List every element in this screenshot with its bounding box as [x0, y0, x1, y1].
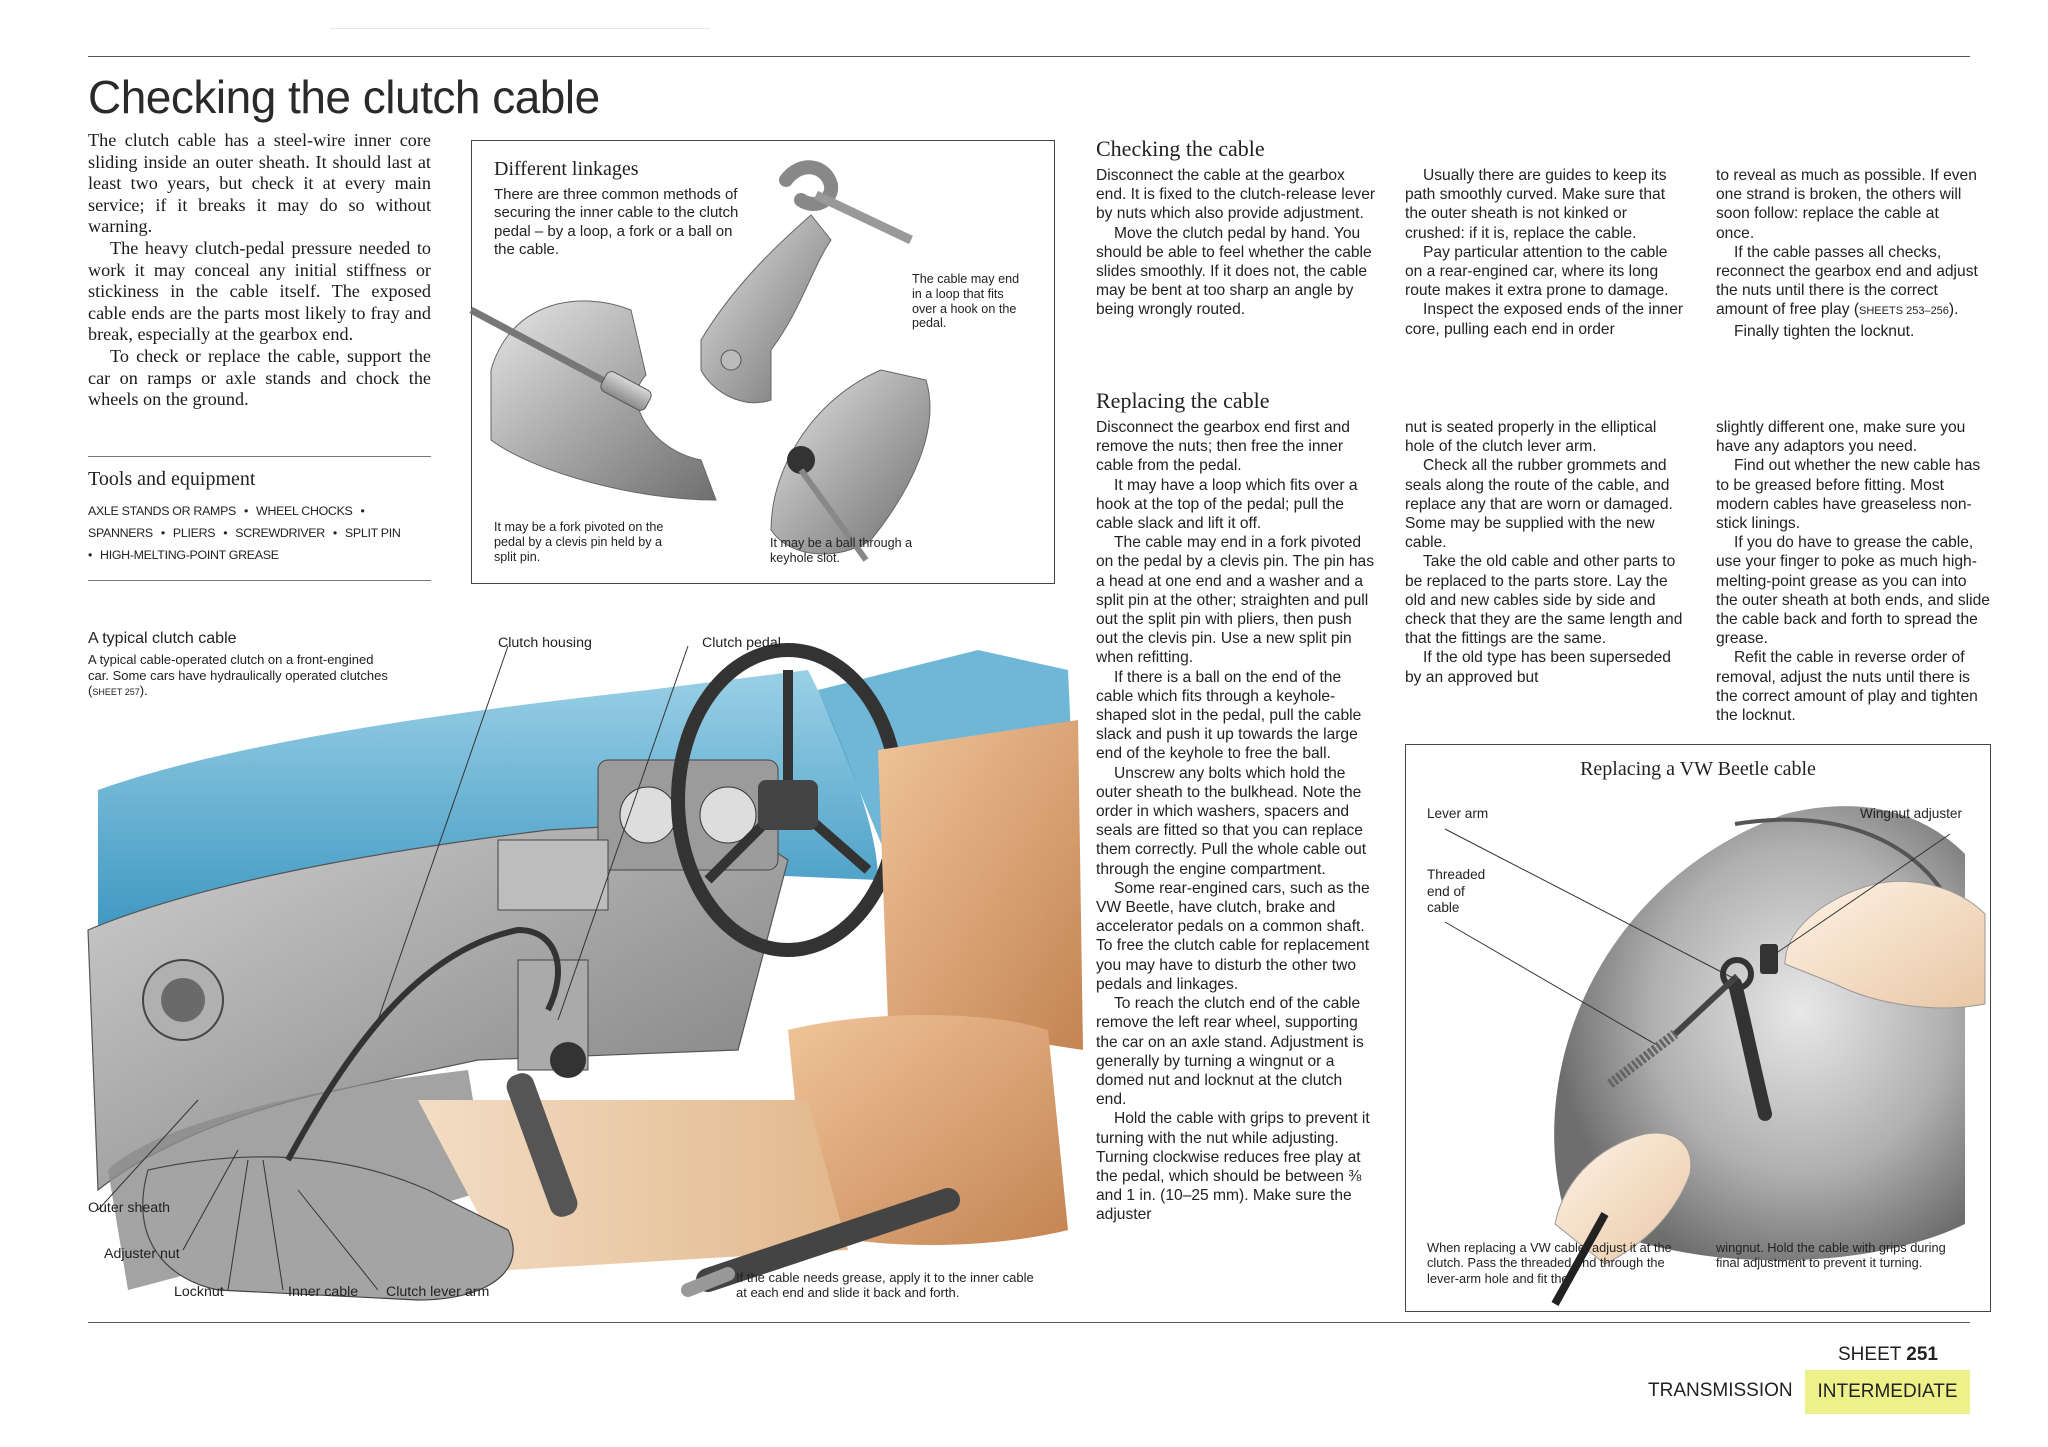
- replacing-paragraph: Unscrew any bolts which hold the outer sheath to the bulkhead. Note the order in which washers, spacers and seals are fitted so that you can replace them correctly. Pull the whole cable out through the engine compartment.: [1096, 764, 1367, 878]
- replacing-paragraph: Some rear-engined cars, such as the VW Beetle, have clutch, brake and accelerator pedals on a common shaft. To free the clutch cable for replacement you may have to disturb the other two pedals and linkages.: [1096, 879, 1370, 993]
- typical-sheet-ref: SHEET 257: [92, 687, 140, 698]
- replacing-paragraph: If you do have to grease the cable, use your finger to poke as much high-melting-point grease as you can into the outer sheath at both ends, and slide the cable back and forth to spread the grease.: [1716, 534, 1990, 648]
- checking-paragraph: [1716, 243, 1978, 322]
- checking-paragraph: Move the clutch pedal by hand. You should be able to feel whether the cable slides smoothly. If it does not, the cable may be bent at too sharp an angle by being wrongly routed.: [1096, 224, 1372, 319]
- replacing-col3: [1716, 418, 1991, 725]
- checking-paragraph: Disconnect the cable at the gearbox end. It is fixed to the clutch-release lever by nuts which also provide adjustment.: [1096, 167, 1376, 223]
- door-trim: [878, 720, 1083, 1050]
- speedo-gauge: [620, 787, 676, 843]
- vw-caption-a: When replacing a VW cable, adjust it at the clutch. Pass the threaded end through the lever-arm hole and fit the: [1427, 1240, 1672, 1286]
- fork-caption: It may be a fork pivoted on the pedal by a clevis pin held by a split pin.: [494, 520, 664, 564]
- typical-caption-end: ).: [139, 683, 148, 699]
- vw-label-wingnut: Wingnut adjuster: [1860, 806, 1963, 821]
- replacing-paragraph: The cable may end in a fork pivoted on the pedal by a clevis pin. The pin has a head at one end and a washer and a split pin at the other; straighten and pull out the split pin with pliers, then push out the clevis pin. Use a new split pin when refitting.: [1096, 534, 1374, 667]
- vw-label-threaded: Threaded end of cable: [1427, 867, 1486, 916]
- section-label: TRANSMISSION: [1648, 1380, 1793, 1401]
- checking-paragraph: to reveal as much as possible. If even one strand is broken, the others will soon follow: replace the cable at once.: [1716, 167, 1977, 242]
- top-faint-line: [330, 28, 710, 29]
- linkages-heading: Different linkages: [494, 158, 639, 180]
- typical-heading: A typical clutch cable: [88, 630, 237, 647]
- linkages-illustration: [471, 140, 1055, 584]
- intro-paragraph: The clutch cable has a steel-wire inner core sliding inside an outer sheath. It should last at least two years, but check it at every main service; if it breaks it may do so without warning.: [88, 130, 431, 237]
- label-clutch-pedal: Clutch pedal: [702, 635, 781, 651]
- loop-cable: [816, 195, 911, 240]
- air-vent-inner: [161, 978, 205, 1022]
- tools-list: AXLE STANDS OR RAMPS • WHEEL CHOCKS • SPANNERS • PLIERS • SCREWDRIVER • SPLIT PIN • HIGH-MELTING-POINT GREASE: [88, 504, 401, 562]
- tool-item: SPANNERS: [88, 526, 153, 540]
- loop-pedal-shape: [701, 215, 831, 403]
- checking-text-end: ).: [1948, 301, 1959, 319]
- dashboard-illustration: [88, 630, 1083, 1320]
- replacing-paragraph: slightly different one, make sure you have any adaptors you need.: [1716, 419, 1966, 456]
- checking-text: If the cable passes all checks, reconnect the gearbox end and adjust the nuts until there is the correct amount of free play (: [1716, 243, 1978, 319]
- tool-item: PLIERS: [172, 526, 216, 540]
- sheet-number: [1838, 1344, 1938, 1366]
- checking-paragraph: Usually there are guides to keep its path smoothly curved. Make sure that the outer sheath is not kinked or crushed: if it is, replace the cable.: [1405, 167, 1667, 242]
- wingnut: [1760, 944, 1778, 974]
- replacing-paragraph: Hold the cable with grips to prevent it turning with the nut while adjusting. Turning clockwise reduces free play at the pedal, which should be between ⅜ and 1 in. (10–25 mm). Make sure the adjuster: [1096, 1110, 1370, 1224]
- intro-text: [88, 130, 431, 411]
- tools-heading: Tools and equipment: [88, 468, 256, 490]
- vw-heading: Replacing a VW Beetle cable: [1580, 758, 1816, 780]
- tool-item: AXLE STANDS OR RAMPS: [88, 504, 236, 518]
- replacing-paragraph: Disconnect the gearbox end first and remove the nuts; then free the inner cable from the pedal.: [1096, 419, 1350, 475]
- ball-end: [787, 446, 815, 474]
- sheet-label: SHEET: [1838, 1344, 1902, 1365]
- vw-illustration: [1405, 744, 1991, 1312]
- replacing-paragraph: To reach the clutch end of the cable remove the left rear wheel, supporting the car on an axle stand. Adjustment is generally by turning a wingnut or a domed nut and locknut at the clutch end.: [1096, 995, 1364, 1109]
- replacing-col2: [1405, 418, 1687, 687]
- tool-item: HIGH-MELTING-POINT GREASE: [100, 548, 279, 562]
- replacing-paragraph: Find out whether the new cable has to be greased before fitting. Most modern cables have greaseless non-stick linings.: [1716, 457, 1981, 533]
- checking-sheet-ref: SHEETS 253–256: [1859, 305, 1949, 318]
- grease-caption: If the cable needs grease, apply it to the inner cable at each end and slide it back and forth.: [736, 1270, 1034, 1301]
- replacing-paragraph: nut is seated properly in the elliptical hole of the clutch lever arm.: [1405, 419, 1657, 456]
- intro-paragraph: The heavy clutch-pedal pressure needed to work it may conceal any initial stiffness or stickiness in the cable itself. The exposed cable ends are the parts most likely to fray and break, especially at the gearbox end.: [88, 237, 431, 345]
- replacing-paragraph: If there is a ball on the end of the cable which fits through a keyhole-shaped slot in the pedal, pull the cable slack and push it up towards the large end of the keyhole to free the ball.: [1096, 668, 1362, 763]
- typical-caption-text: A typical cable-operated clutch on a front-engined car. Some cars have hydraulically operated clutches (: [88, 652, 388, 699]
- label-locknut: Locknut: [174, 1284, 224, 1300]
- gear-knob: [550, 1042, 586, 1078]
- page-title: Checking the clutch cable: [88, 71, 600, 123]
- label-clutch-lever-arm: Clutch lever arm: [386, 1284, 490, 1300]
- vw-label-lever-arm: Lever arm: [1427, 806, 1489, 821]
- checking-paragraph: Inspect the exposed ends of the inner core, pulling each end in order: [1405, 301, 1684, 338]
- sheet-number-value: 251: [1906, 1344, 1938, 1365]
- label-adjuster-nut: Adjuster nut: [104, 1246, 180, 1262]
- tools-top-rule: [88, 456, 431, 457]
- top-rule: [88, 56, 1970, 57]
- ball-caption: It may be a ball through a keyhole slot.: [770, 536, 913, 565]
- radio-panel: [498, 840, 608, 910]
- intro-paragraph: To check or replace the cable, support the car on ramps or axle stands and chock the wheels on the ground.: [88, 345, 431, 410]
- replacing-paragraph: Refit the cable in reverse order of removal, adjust the nuts until there is the correct amount of play and tighten the locknut.: [1716, 649, 1978, 725]
- bottom-rule: [88, 1322, 1970, 1323]
- checking-heading: Checking the cable: [1096, 136, 1265, 161]
- linkages-text: There are three common methods of securing the inner cable to the clutch pedal – by a loop, a fork or a ball on the cable.: [494, 186, 739, 259]
- checking-col2: [1405, 166, 1685, 339]
- steering-hub: [758, 780, 818, 830]
- label-clutch-housing: Clutch housing: [498, 635, 592, 651]
- label-outer-sheath: Outer sheath: [88, 1200, 171, 1216]
- replacing-col1: [1096, 418, 1376, 1225]
- replacing-paragraph: It may have a loop which fits over a hook at the top of the pedal; pull the cable slack and lift it off.: [1096, 476, 1358, 533]
- checking-paragraph: Finally tighten the locknut.: [1734, 322, 1915, 340]
- checking-col1: [1096, 166, 1378, 320]
- tools-bottom-rule: [88, 580, 431, 581]
- checking-paragraph: Pay particular attention to the cable on a rear-engined car, where its long route makes it extra prone to damage.: [1405, 243, 1669, 300]
- replacing-heading: Replacing the cable: [1096, 388, 1270, 413]
- vw-caption-b: wingnut. Hold the cable with grips during final adjustment to prevent it turning.: [1716, 1240, 1946, 1271]
- replacing-paragraph: Take the old cable and other parts to be replaced to the parts store. Lay the old and new cables side by side and check that they are the same length and that the fittings are the same.: [1405, 553, 1683, 648]
- tool-item: SPLIT PIN: [344, 526, 401, 540]
- loop-pivot: [721, 350, 741, 370]
- tool-item: SCREWDRIVER: [235, 526, 325, 540]
- fork-pedal-shape: [491, 301, 716, 500]
- replacing-paragraph: If the old type has been superseded by an approved but: [1405, 649, 1671, 686]
- checking-col3: [1716, 166, 1978, 341]
- replacing-paragraph: Check all the rubber grommets and seals along the route of the cable, and replace any that are worn or damaged. Some may be supplied with the new cable.: [1405, 457, 1673, 552]
- tool-item: WHEEL CHOCKS: [256, 504, 353, 518]
- label-inner-cable: Inner cable: [288, 1284, 359, 1300]
- loop-caption: The cable may end in a loop that fits over a hook on the pedal.: [912, 272, 1020, 331]
- level-badge: INTERMEDIATE: [1805, 1370, 1970, 1414]
